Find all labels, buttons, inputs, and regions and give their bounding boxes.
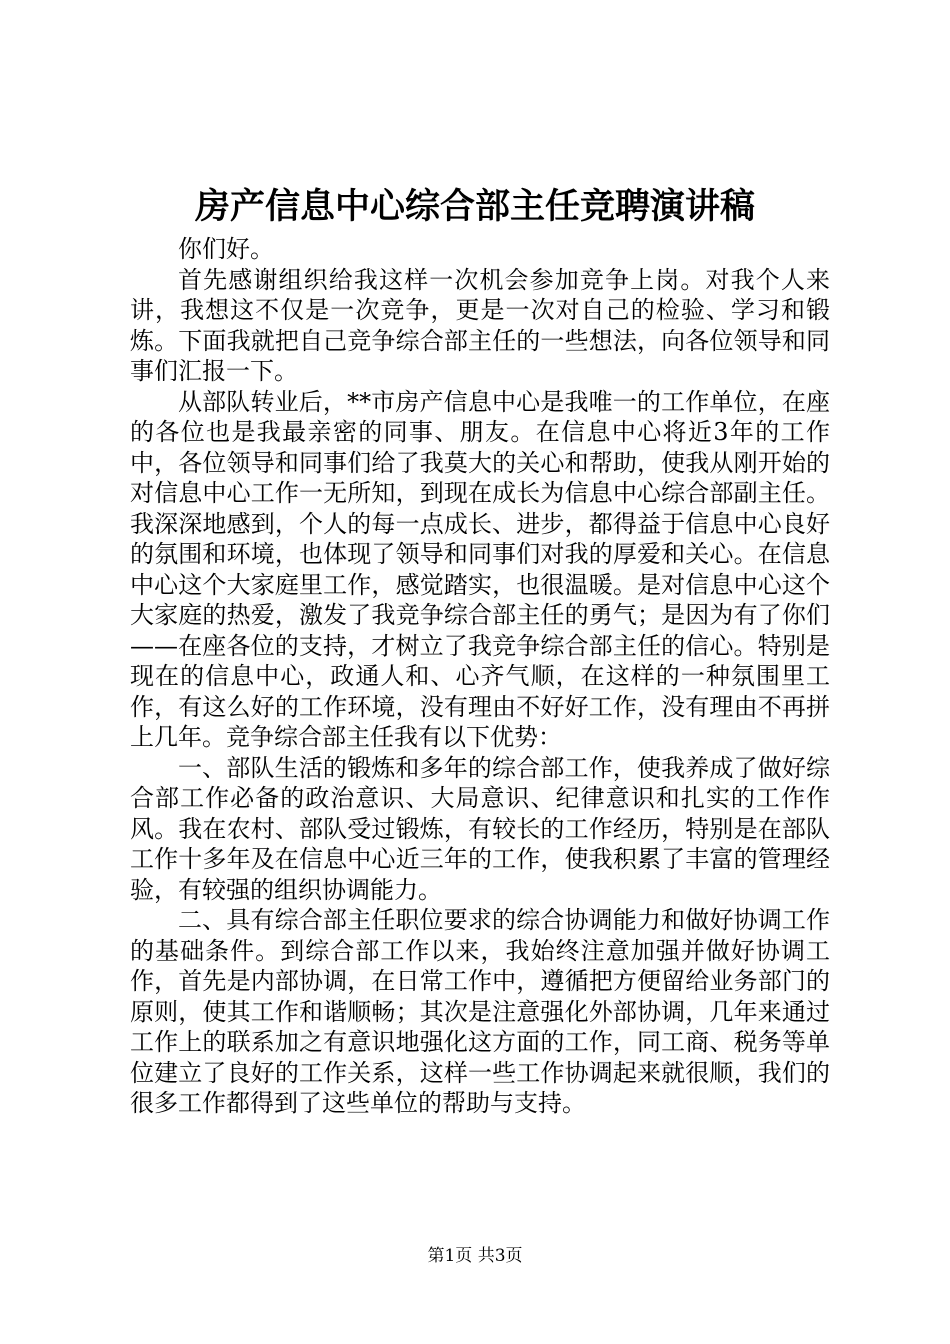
document-body — [130, 234, 830, 1119]
paragraph-greeting: 你们好。 — [178, 235, 274, 263]
page-footer: 第1页 共3页 — [427, 1246, 523, 1266]
paragraph-advantage-1: 一、部队生活的锻炼和多年的综合部工作，使我养成了做好综合部工作必备的政治意识、大局意识、纪律意识和扎实的工作作风。我在农村、部队受过锻炼，有较长的工作经历，特别是在部队工作十多年及在信息中心近三年的工作，使我积累了丰富的管理经验，有较强的组织协调能力。 — [130, 753, 830, 904]
paragraph-intro: 首先感谢组织给我这样一次机会参加竞争上岗。对我个人来讲，我想这不仅是一次竞争，更是一次对自己的检验、学习和锻炼。下面我就把自己竞争综合部主任的一些想法，向各位领导和同事们汇报一下。 — [130, 265, 830, 385]
document-title: 房产信息中心综合部主任竞聘演讲稿 — [194, 186, 755, 227]
paragraph-background: 从部队转业后，**市房产信息中心是我唯一的工作单位，在座的各位也是我最亲密的同事、朋友。在信息中心将近3年的工作中，各位领导和同事们给了我莫大的关心和帮助，使我从刚开始的对信息中心工作一无所知，到现在成长为信息中心综合部副主任。我深深地感到，个人的每一点成长、进步，都得益于信息中心良好的氛围和环境，也体现了领导和同事们对我的厚爱和关心。在信息中心这个大家庭里工作，感觉踏实，也很温暖。是对信息中心这个大家庭的热爱，激发了我竞争综合部主任的勇气；是因为有了你们——在座各位的支持，才树立了我竞争综合部主任的信心。特别是现在的信息中心，政通人和、心齐气顺，在这样的一种氛围里工作，有这么好的工作环境，没有理由不好好工作，没有理由不再拼上几年。竞争综合部主任我有以下优势： — [130, 387, 830, 751]
paragraph-advantage-2: 二、具有综合部主任职位要求的综合协调能力和做好协调工作的基础条件。到综合部工作以来，我始终注意加强并做好协调工作，首先是内部协调，在日常工作中，遵循把方便留给业务部门的原则，使其工作和谐顺畅；其次是注意强化外部协调，几年来通过工作上的联系加之有意识地强化这方面的工作，同工商、税务等单位建立了良好的工作关系，这样一些工作协调起来就很顺，我们的很多工作都得到了这些单位的帮助与支持。 — [130, 906, 830, 1117]
